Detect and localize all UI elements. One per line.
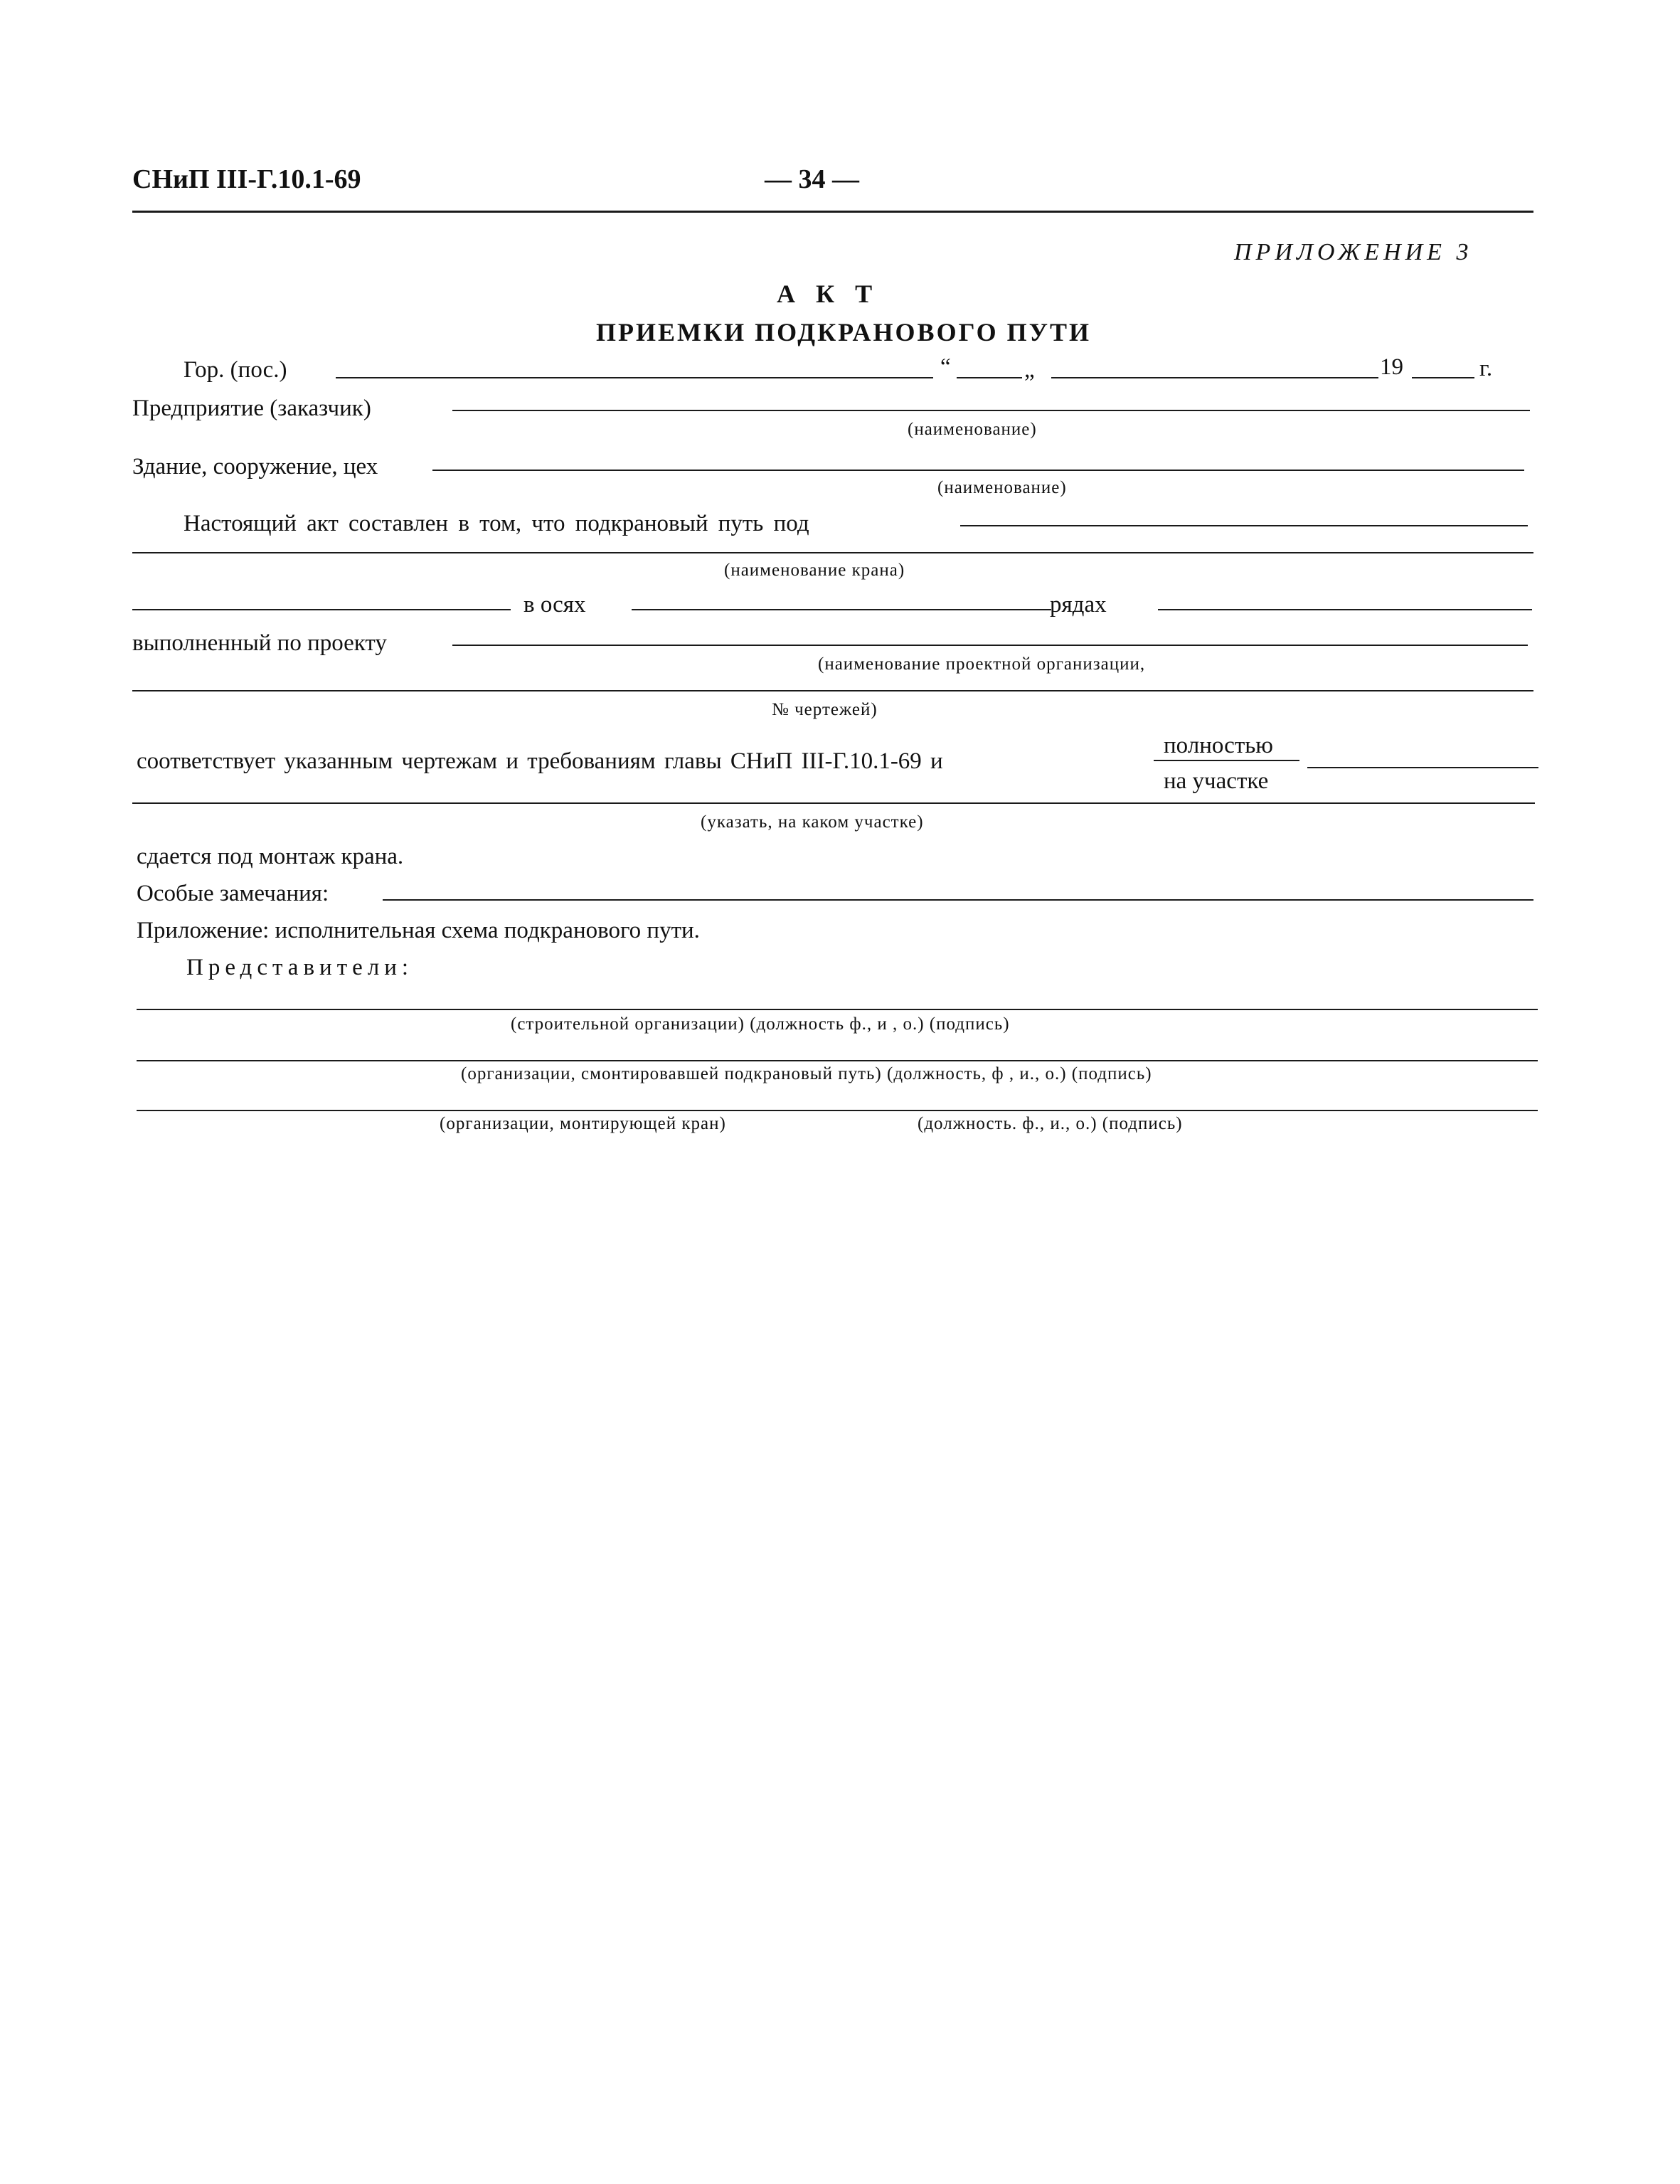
- appendix-label: ПРИЛОЖЕНИЕ 3: [1234, 239, 1473, 265]
- remarks-field-line[interactable]: [383, 899, 1533, 901]
- option-divider: [1154, 760, 1299, 761]
- act-title: А К Т: [777, 280, 880, 308]
- day-field-line[interactable]: [957, 377, 1022, 378]
- project-field-line-1[interactable]: [452, 645, 1528, 646]
- project-label: выполненный по проекту: [132, 630, 387, 656]
- remarks-label: Особые замечания:: [137, 881, 329, 906]
- crane-caption: (наименование крана): [724, 561, 905, 580]
- signature-line-2[interactable]: [137, 1060, 1538, 1061]
- rows-label: рядах: [1050, 592, 1107, 617]
- month-field-line[interactable]: [1051, 377, 1378, 378]
- signature-caption-2: (организации, смонтировавшей подкрановый путь) (должность, ф , и., о.) (подпись): [461, 1064, 1152, 1083]
- statement-text: Настоящий акт составлен в том, что подкрановый путь под: [184, 511, 809, 536]
- axes-prefix-field-line[interactable]: [132, 609, 511, 610]
- section-caption: (указать, на каком участке): [701, 812, 924, 832]
- act-subtitle: ПРИЕМКИ ПОДКРАНОВОГО ПУТИ: [596, 318, 1092, 346]
- date-quote-close: „: [1024, 357, 1035, 383]
- section-field-line-2[interactable]: [132, 802, 1535, 804]
- enterprise-caption: (наименование): [908, 420, 1037, 439]
- building-field-line[interactable]: [432, 470, 1524, 471]
- representatives-label: Представители:: [186, 955, 414, 980]
- signature-line-1[interactable]: [137, 1009, 1538, 1010]
- year-prefix: 19: [1380, 354, 1403, 380]
- project-caption-2: № чертежей): [772, 700, 878, 719]
- city-label: Гор. (пос.): [184, 357, 287, 383]
- conformity-text: соответствует указанным чертежам и требованиям главы СНиП III-Г.10.1-69 и: [137, 748, 943, 774]
- document-code: СНиП III-Г.10.1-69: [132, 164, 361, 194]
- attachment-text: Приложение: исполнительная схема подкранового пути.: [137, 918, 700, 943]
- project-caption-1: (наименование проектной организации,: [818, 654, 1146, 674]
- date-quote-open: “: [940, 354, 951, 380]
- rows-field-line[interactable]: [1158, 609, 1532, 610]
- crane-field-line-2[interactable]: [132, 552, 1533, 553]
- header-rule: [132, 211, 1533, 213]
- signature-caption-1: (строительной организации) (должность ф., и , о.) (подпись): [511, 1014, 1010, 1034]
- axes-label: в осях: [523, 592, 586, 617]
- crane-field-line-1[interactable]: [960, 525, 1528, 526]
- option-full[interactable]: полностью: [1164, 733, 1273, 758]
- enterprise-field-line[interactable]: [452, 410, 1530, 411]
- enterprise-label: Предприятие (заказчик): [132, 396, 371, 421]
- axes-field-line[interactable]: [632, 609, 1051, 610]
- signature-caption-3a: (организации, монтирующей кран): [440, 1114, 726, 1133]
- city-field-line[interactable]: [336, 377, 933, 378]
- signature-caption-3b: (должность. ф., и., о.) (подпись): [918, 1114, 1183, 1133]
- building-caption: (наименование): [937, 478, 1067, 497]
- year-field-line[interactable]: [1412, 377, 1474, 378]
- option-partial[interactable]: на участке: [1164, 768, 1269, 794]
- signature-line-3[interactable]: [137, 1110, 1538, 1111]
- section-field-line-1[interactable]: [1307, 767, 1538, 768]
- page-number: — 34 —: [765, 164, 859, 194]
- building-label: Здание, сооружение, цех: [132, 454, 378, 479]
- handover-text: сдается под монтаж крана.: [137, 844, 404, 869]
- project-field-line-2[interactable]: [132, 690, 1533, 691]
- year-suffix: г.: [1479, 356, 1493, 381]
